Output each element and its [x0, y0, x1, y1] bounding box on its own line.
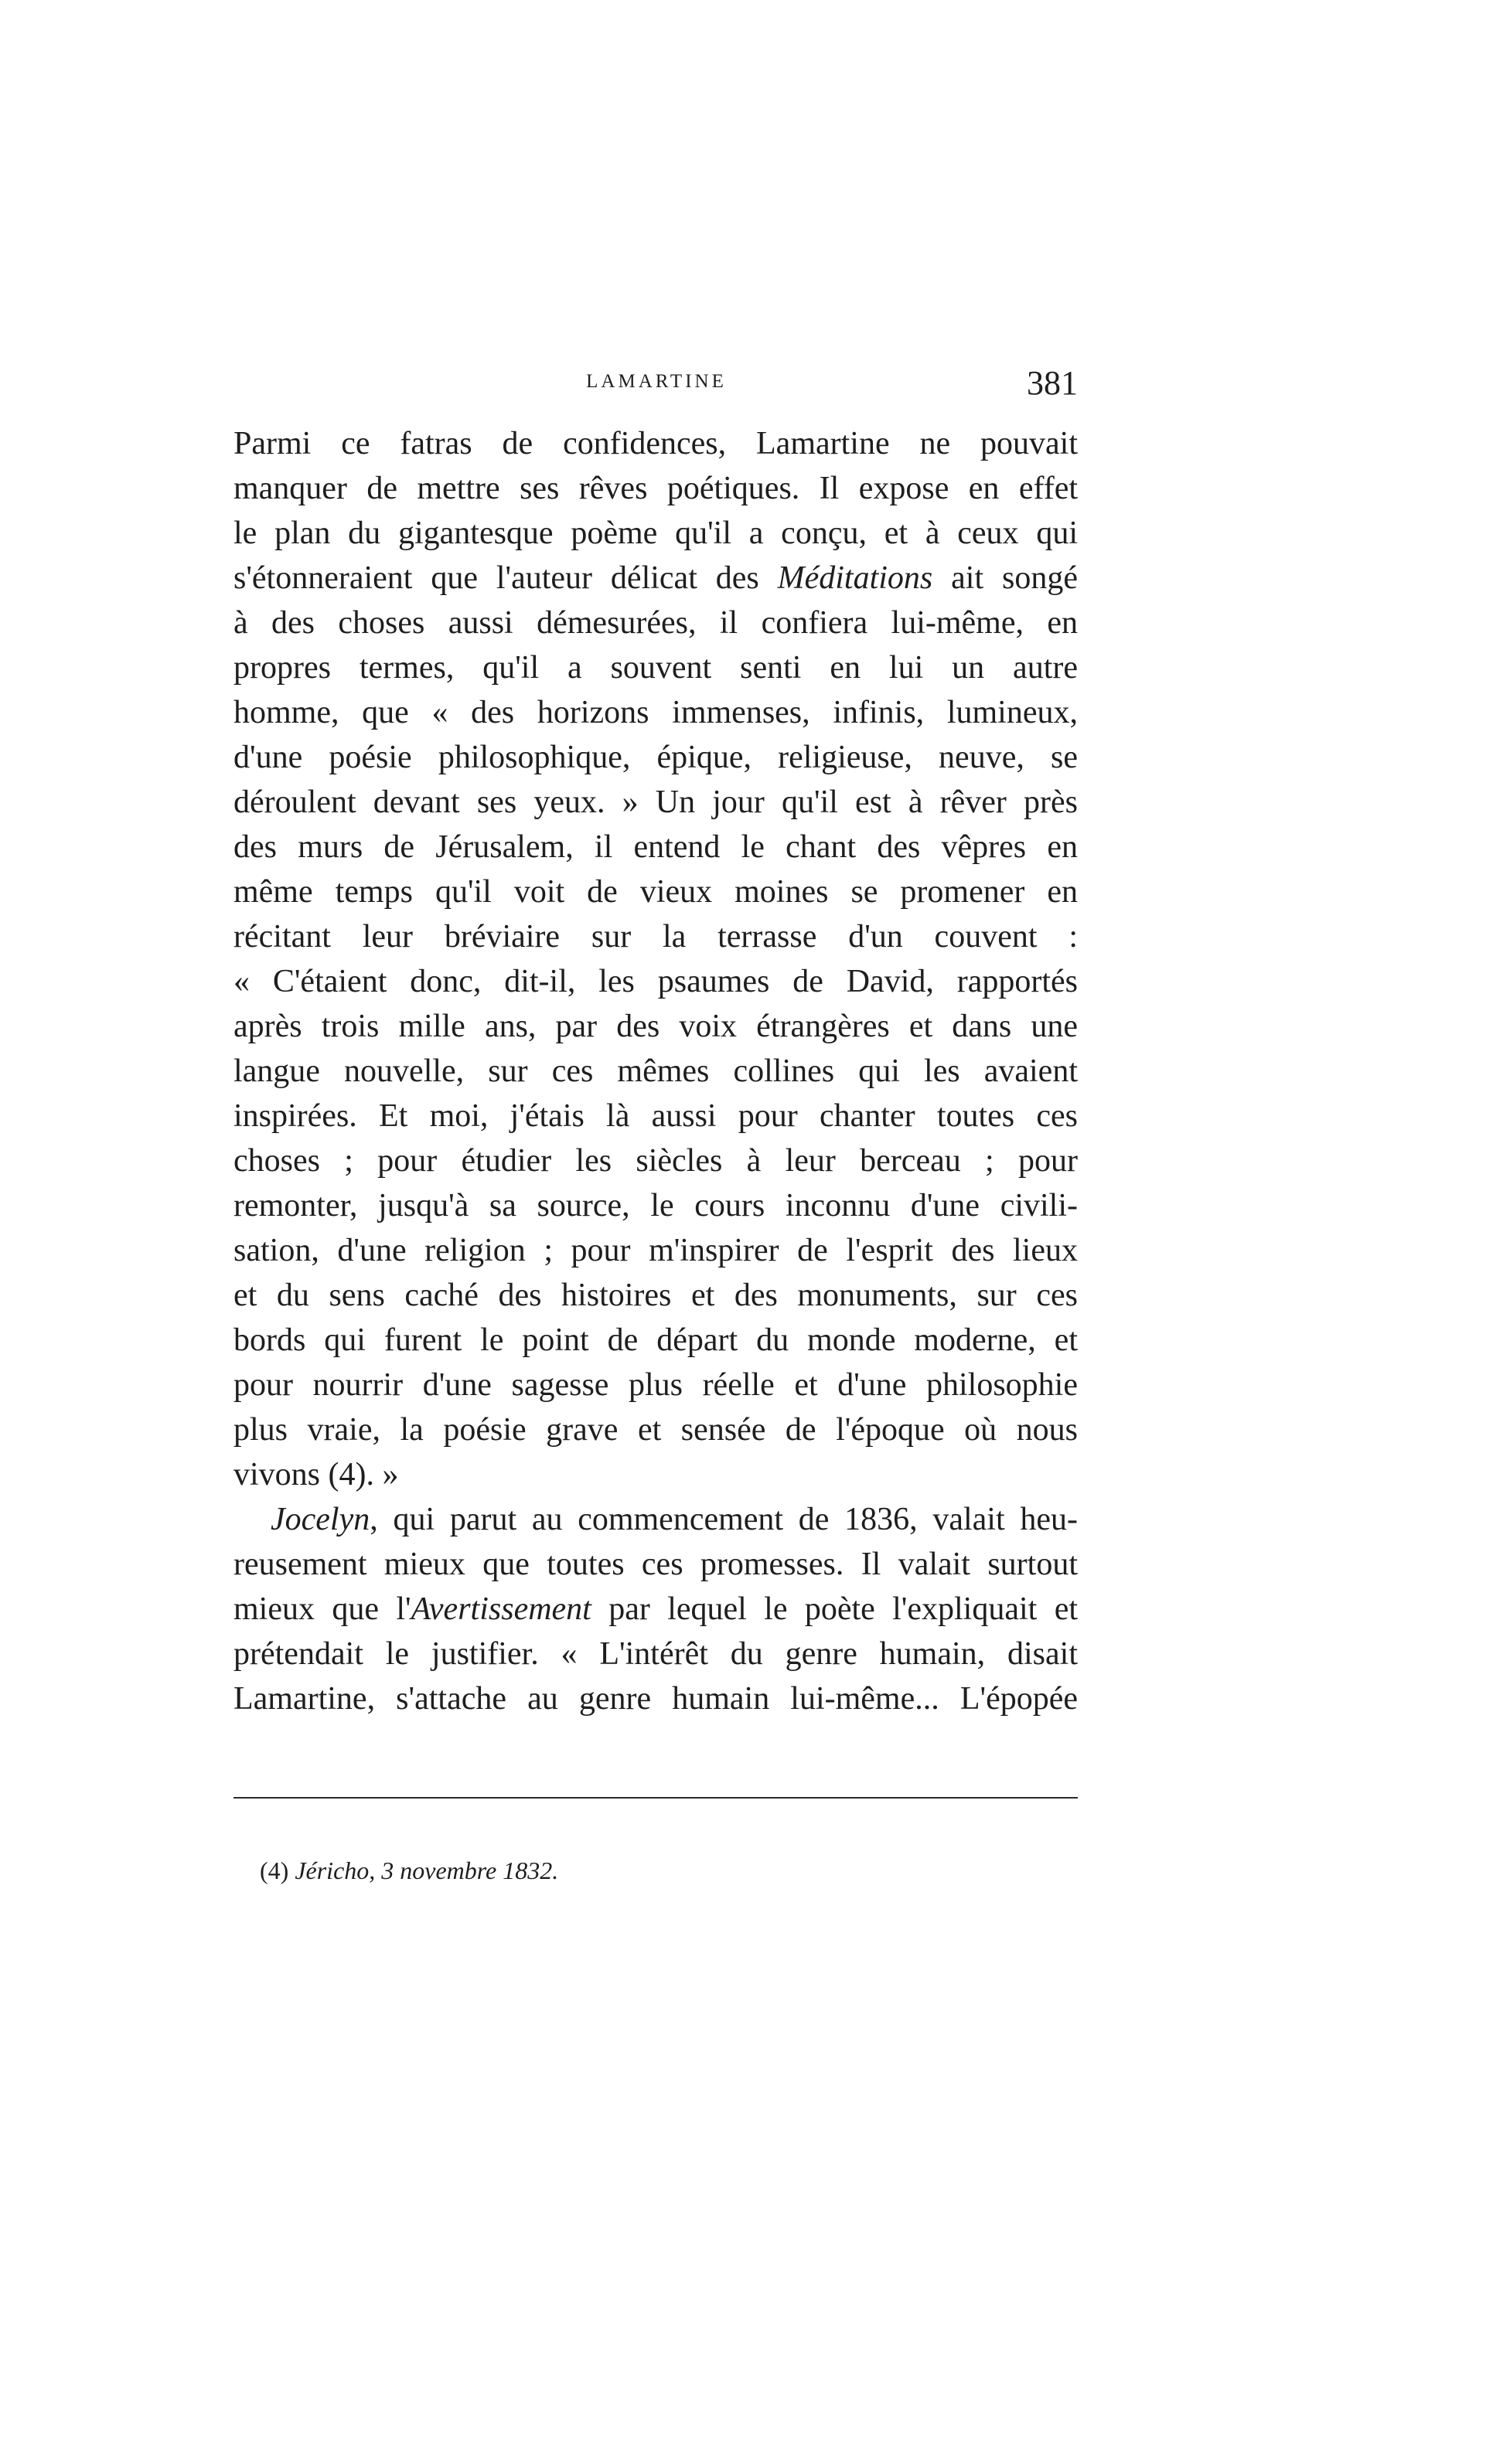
text-line: le plan du gigantesque poème qu'il a conçu, et à ceux qui [233, 516, 1078, 551]
italic-text: Avertissement [411, 1591, 591, 1627]
text-line [233, 1497, 1078, 1542]
text-segment: , qui parut au commencement de 1836, valait heu- [370, 1502, 1078, 1537]
running-head [235, 363, 1078, 410]
page-number: 381 [1027, 364, 1078, 402]
footnote-marker: (4) [260, 1857, 295, 1884]
text-line: « C'étaient donc, dit-il, les psaumes de David, rapportés [233, 964, 1078, 999]
text-line: reusement mieux que toutes ces promesses. Il valait surtout [233, 1547, 1078, 1582]
text-line: Lamartine, s'attache au genre humain lui-même... L'épopée [233, 1681, 1078, 1717]
text-line: récitant leur bréviaire sur la terrasse d'un couvent : [233, 919, 1078, 955]
text-line: manquer de mettre ses rêves poétiques. Il expose en effet [233, 471, 1078, 506]
text-line [233, 1587, 1078, 1632]
text-segment: mieux que l' [233, 1591, 411, 1627]
text-line [233, 556, 1078, 601]
text-segment: ait songé [932, 560, 1078, 596]
text-line: après trois mille ans, par des voix étrangères et dans une [233, 1009, 1078, 1044]
running-head-title: LAMARTINE [586, 371, 727, 392]
text-line: bords qui furent le point de départ du monde moderne, et [233, 1322, 1078, 1358]
text-line: langue nouvelle, sur ces mêmes collines qui les avaient [233, 1053, 1078, 1089]
text-line: déroulent devant ses yeux. » Un jour qu'il est à rêver près [233, 784, 1078, 820]
text-line: propres termes, qu'il a souvent senti en lui un autre [233, 650, 1078, 686]
footnote [260, 1855, 558, 1886]
body-text [233, 421, 1078, 1721]
text-line: à des choses aussi démesurées, il confiera lui-même, en [233, 605, 1078, 641]
italic-text: Jocelyn [271, 1502, 370, 1537]
footnote-separator [233, 1797, 1078, 1799]
text-line: prétendait le justifier. « L'intérêt du genre humain, disait [233, 1636, 1078, 1672]
text-line: et du sens caché des histoires et des monuments, sur ces [233, 1278, 1078, 1313]
text-segment: par lequel le poète l'expliquait et [591, 1591, 1078, 1627]
text-line: d'une poésie philosophique, épique, religieuse, neuve, se [233, 740, 1078, 775]
text-line: des murs de Jérusalem, il entend le chant des vêpres en [233, 829, 1078, 865]
text-line: inspirées. Et moi, j'étais là aussi pour chanter toutes ces [233, 1098, 1078, 1134]
text-line: remonter, jusqu'à sa source, le cours inconnu d'une civili- [233, 1188, 1078, 1223]
text-line: plus vraie, la poésie grave et sensée de l'époque où nous [233, 1412, 1078, 1448]
text-line: même temps qu'il voit de vieux moines se promener en [233, 874, 1078, 910]
text-line: vivons (4). » [233, 1457, 399, 1492]
text-line: homme, que « des horizons immenses, infinis, lumineux, [233, 695, 1078, 730]
text-segment: s'étonneraient que l'auteur délicat des [233, 560, 778, 596]
italic-text: Méditations [777, 560, 933, 596]
text-line: Parmi ce fatras de confidences, Lamartine ne pouvait [233, 426, 1078, 461]
text-line: choses ; pour étudier les siècles à leur berceau ; pour [233, 1143, 1078, 1179]
text-line: sation, d'une religion ; pour m'inspirer de l'esprit des lieux [233, 1233, 1078, 1268]
text-line: pour nourrir d'une sagesse plus réelle et d'une philosophie [233, 1367, 1078, 1403]
footnote-text: Jéricho, 3 novembre 1832. [295, 1857, 559, 1884]
